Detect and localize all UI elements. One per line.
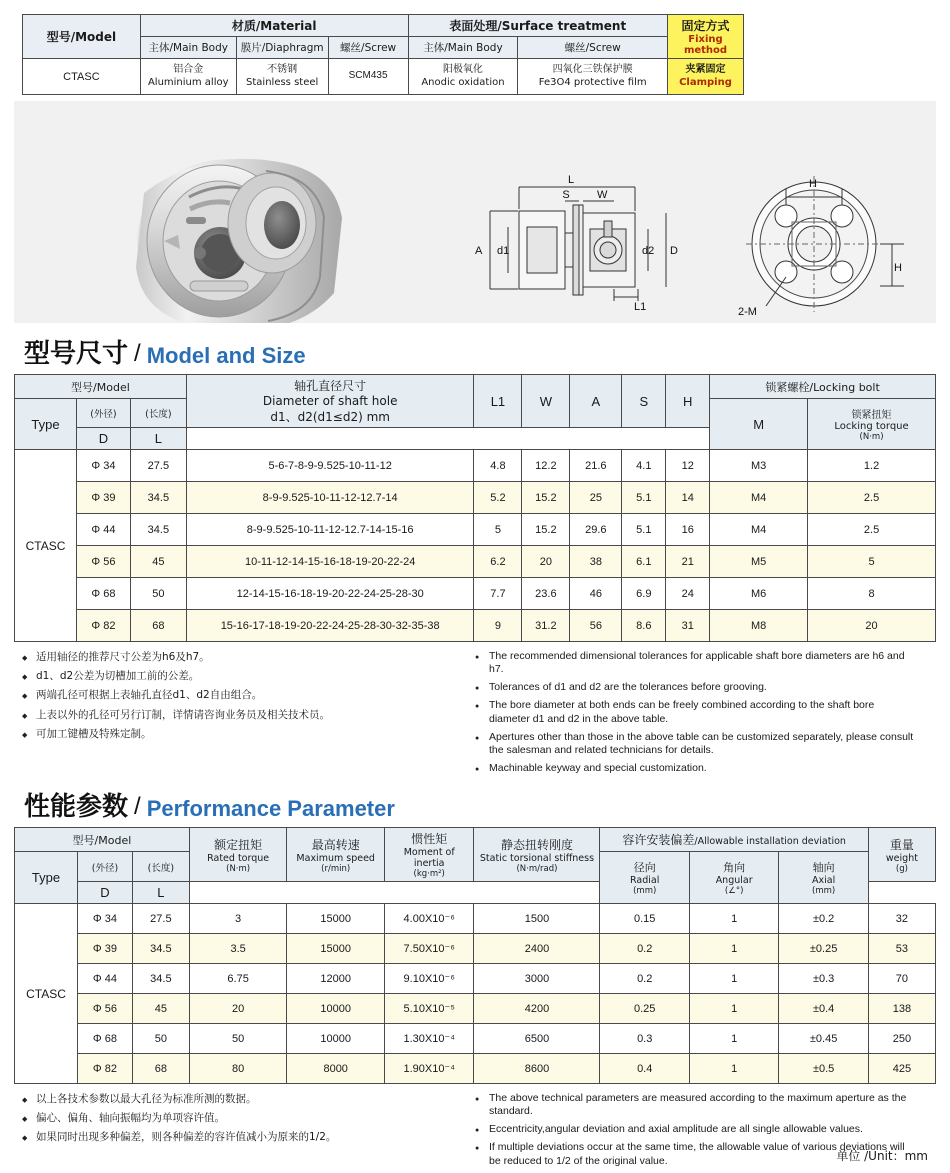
size-head-d-cn: (外径) [76,399,130,428]
perf-cell-d: Φ 68 [78,1024,133,1054]
row-mainbody-cn: 铝合金 [173,64,204,75]
axial-unit: (mm) [812,886,836,896]
row-mainbody-en: Aluminium alloy [147,76,229,88]
perf-cell-inertia: 9.10X10⁻⁶ [384,964,473,994]
material-label-en: /Material [255,19,317,33]
axial-en: Axial [812,875,836,886]
note-item: ● If multiple deviations occur at the same time, the allowable value of various deviations will be reduced to 1/2 of the original value. [475,1141,916,1167]
size-cell-a: 56 [570,610,622,642]
svg-text:W: W [597,189,608,201]
row-sscrew-en: Fe3O4 protective film [538,76,647,88]
size-head-a: A [570,375,622,428]
perf-head-rated [189,828,287,882]
perf-cell-radial: 0.2 [600,964,689,994]
perf-head-type: Type [15,852,78,904]
size-cell-w: 31.2 [522,610,570,642]
table-row [15,610,936,642]
diaphragm-en: /Diaphragm [261,42,324,54]
coupling-photo [136,159,342,323]
model-size-title-en: Model and Size [146,343,306,368]
row-diaphragm-en: Stainless steel [246,76,319,88]
perf-cell-axial: ±0.2 [779,904,868,934]
s-mainbody-en: /Main Body [444,42,503,54]
material-sub-surface-screw [518,37,668,59]
perf-cell-axial: ±0.5 [779,1054,868,1084]
size-cell-h: 12 [666,450,710,482]
material-row-main-body [140,59,236,95]
perf-cell-d: Φ 44 [78,964,133,994]
screw-en: /Screw [361,42,397,54]
perf-cell-rated: 6.75 [189,964,287,994]
size-notes-en [475,650,928,780]
size-cell-l1: 7.7 [474,578,522,610]
row-fixing-en: Clamping [671,77,740,90]
note-item: ◆ d1、d2公差为切槽加工前的公差。 [22,669,463,683]
size-cell-a: 29.6 [570,514,622,546]
size-cell-m: M4 [710,514,808,546]
size-cell-l: 34.5 [130,514,186,546]
perf-cell-radial: 0.25 [600,994,689,1024]
perf-head-model: 型号/Model [15,828,190,852]
radial-unit: (mm) [633,886,657,896]
perf-cell-radial: 0.2 [600,934,689,964]
svg-text:d2: d2 [642,245,655,257]
unit-label: 单位 /Unit：mm [836,1149,928,1163]
size-type-value: CTASC [15,450,77,642]
weight-cn: 重量 [889,837,914,852]
size-cell-h: 31 [666,610,710,642]
bore-en: Diameter of shaft hole [262,394,398,408]
size-cell-l: 34.5 [130,482,186,514]
angular-en: Angular [715,875,753,886]
size-cell-l1: 6.2 [474,546,522,578]
table-row [15,934,936,964]
size-cell-torque: 20 [808,610,936,642]
size-cell-l1: 4.8 [474,450,522,482]
model-size-title-cn: 型号尺寸 [24,339,129,369]
size-cell-l: 68 [130,610,186,642]
perf-cell-stiffness: 3000 [474,964,600,994]
size-cell-torque: 8 [808,578,936,610]
performance-table [14,827,936,1084]
note-item: ◆ 以上各技术参数以最大孔径为标准所测的数据。 [22,1092,463,1106]
perf-head-l-cn: (长度) [132,852,189,882]
svg-text:H: H [894,262,902,274]
perf-cell-axial: ±0.25 [779,934,868,964]
perf-cell-radial: 0.4 [600,1054,689,1084]
svg-text:H: H [809,178,817,190]
perf-cell-inertia: 1.30X10⁻⁴ [384,1024,473,1054]
perf-cell-axial: ±0.45 [779,1024,868,1054]
size-head-type: Type [15,399,77,450]
perf-type-value: CTASC [15,904,78,1084]
size-cell-torque: 5 [808,546,936,578]
mainbody-en: /Main Body [169,42,228,54]
size-cell-a: 46 [570,578,622,610]
table-row [15,994,936,1024]
stiff-cn: 静态扭转刚度 [500,837,573,852]
material-sub-screw [328,37,408,59]
size-cell-m: M6 [710,578,808,610]
size-cell-l: 45 [130,546,186,578]
material-row-fixing [668,59,744,95]
size-cell-bore: 8-9-9.525-10-11-12-12.7-14 [186,482,474,514]
perf-cell-weight: 138 [868,994,935,1024]
angular-cn: 角向 [723,861,746,874]
material-header-fixing [668,15,744,59]
perf-cell-axial: ±0.3 [779,964,868,994]
speed-cn: 最高转速 [311,837,360,852]
perf-cell-rated: 3 [189,904,287,934]
s-mainbody-cn: 主体 [423,42,445,54]
perf-cell-axial: ±0.4 [779,994,868,1024]
row-smainbody-cn: 阳极氧化 [442,64,483,75]
model-size-slash: / [134,340,141,367]
table-row [15,546,936,578]
perf-head-inertia [384,828,473,882]
size-cell-bore: 15-16-17-18-19-20-22-24-25-28-30-32-35-38 [186,610,474,642]
model-label-en: /Model [70,30,117,44]
perf-cell-weight: 425 [868,1054,935,1084]
size-cell-s: 4.1 [622,450,666,482]
size-cell-l: 27.5 [130,450,186,482]
table-row [15,1024,936,1054]
size-cell-w: 23.6 [522,578,570,610]
perf-cell-rated: 3.5 [189,934,287,964]
size-head-l: L [130,428,186,450]
perf-head-axial [779,852,868,904]
size-cell-s: 6.1 [622,546,666,578]
stiff-unit: (N·m/rad) [516,863,558,874]
perf-cell-radial: 0.3 [600,1024,689,1054]
perf-cell-angular: 1 [689,994,778,1024]
s-screw-en: /Screw [585,42,621,54]
weight-en: weight [885,852,918,864]
surface-label-en: /Surface treatment [497,19,627,33]
size-cell-w: 20 [522,546,570,578]
side-view-drawing [490,187,666,301]
size-cell-h: 21 [666,546,710,578]
product-illustration-band [14,101,936,323]
perf-cell-stiffness: 4200 [474,994,600,1024]
table-row [15,578,936,610]
size-cell-l1: 5 [474,514,522,546]
perf-cell-radial: 0.15 [600,904,689,934]
size-cell-s: 5.1 [622,482,666,514]
perf-head-angular [689,852,778,904]
table-row [15,450,936,482]
size-cell-s: 5.1 [622,514,666,546]
size-cell-l1: 5.2 [474,482,522,514]
perf-head-deviation [600,828,868,852]
inertia-unit: (kg·m²) [413,869,445,879]
table-row [15,1054,936,1084]
size-cell-d: Φ 39 [76,482,130,514]
note-item: ● The above technical parameters are measured according to the maximum aperture as the standard. [475,1092,916,1118]
material-table-wrapper [14,14,936,95]
size-cell-d: Φ 56 [76,546,130,578]
perf-head-weight [868,828,935,882]
perf-cell-inertia: 7.50X10⁻⁶ [384,934,473,964]
perf-cell-stiffness: 1500 [474,904,600,934]
perf-head-d-cn: (外径) [78,852,133,882]
size-head-torque [808,399,936,450]
size-cell-h: 16 [666,514,710,546]
perf-cell-l: 34.5 [132,964,189,994]
row-sscrew-cn: 四氧化三铁保护膜 [552,64,633,75]
size-cell-bore: 10-11-12-14-15-16-18-19-20-22-24 [186,546,474,578]
size-cell-bore: 8-9-9.525-10-11-12-12.7-14-15-16 [186,514,474,546]
size-cell-torque: 2.5 [808,514,936,546]
perf-cell-speed: 8000 [287,1054,385,1084]
perf-head-radial [600,852,689,904]
size-cell-d: Φ 68 [76,578,130,610]
perf-cell-d: Φ 34 [78,904,133,934]
perf-cell-weight: 70 [868,964,935,994]
perf-cell-stiffness: 2400 [474,934,600,964]
size-cell-bore: 5-6-7-8-9-9.525-10-11-12 [186,450,474,482]
size-head-m: M [710,399,808,450]
size-head-h: H [666,375,710,428]
screw-cn: 螺丝 [340,42,362,54]
performance-heading [24,786,936,823]
rated-en: Rated torque [207,852,270,864]
mainbody-cn: 主体 [148,42,170,54]
size-head-l-cn: (长度) [130,399,186,428]
performance-notes-cn [22,1092,475,1173]
material-row-model: CTASC [23,59,141,95]
size-cell-s: 8.6 [622,610,666,642]
speed-en: Maximum speed [296,852,375,864]
row-smainbody-en: Anodic oxidation [421,76,505,88]
perf-cell-rated: 80 [189,1054,287,1084]
surface-label-cn: 表面处理 [449,19,498,33]
material-table [22,14,744,95]
material-row-diaphragm [236,59,328,95]
torque-en: Locking torque [834,421,909,432]
note-item: ◆ 偏心、偏角、轴向振幅均为单项容许值。 [22,1111,463,1125]
inertia-cn: 惯性矩 [411,832,448,846]
size-cell-torque: 1.2 [808,450,936,482]
size-cell-l: 50 [130,578,186,610]
size-head-s: S [622,375,666,428]
size-cell-l1: 9 [474,610,522,642]
performance-notes-en [475,1092,928,1173]
perf-cell-inertia: 5.10X10⁻⁵ [384,994,473,1024]
material-row-surface-main-body [408,59,518,95]
radial-cn: 径向 [633,861,656,874]
illustration-svg [14,101,936,323]
size-cell-a: 21.6 [570,450,622,482]
svg-text:S: S [562,189,570,201]
material-header-material [140,15,408,37]
weight-unit: (g) [895,863,908,874]
perf-cell-inertia: 1.90X10⁻⁴ [384,1054,473,1084]
perf-cell-d: Φ 82 [78,1054,133,1084]
svg-text:d1: d1 [497,245,510,257]
perf-head-d: D [78,882,133,904]
material-sub-main-body [140,37,236,59]
perf-cell-l: 68 [132,1054,189,1084]
perf-cell-rated: 20 [189,994,287,1024]
size-cell-s: 6.9 [622,578,666,610]
size-cell-a: 38 [570,546,622,578]
perf-cell-speed: 10000 [287,994,385,1024]
speed-unit: (r/min) [321,863,351,874]
material-header-surface [408,15,667,37]
svg-text:L1: L1 [634,301,647,313]
axial-cn: 轴向 [812,861,835,874]
perf-cell-rated: 50 [189,1024,287,1054]
perf-cell-l: 34.5 [132,934,189,964]
size-cell-w: 15.2 [522,482,570,514]
perf-cell-speed: 15000 [287,904,385,934]
note-item: ● Apertures other than those in the above table can be customized separately, please consult the salesman and related technicians for details. [475,731,916,757]
perf-cell-d: Φ 56 [78,994,133,1024]
table-row [15,904,936,934]
size-head-bolt: 锁紧螺栓/Locking bolt [710,375,936,399]
stiff-en: Static torsional stiffness [479,852,595,864]
diaphragm-cn: 膜片 [240,42,262,54]
perf-cell-angular: 1 [689,1024,778,1054]
radial-en: Radial [630,875,660,886]
note-item: ◆ 如果同时出现多种偏差，则各种偏差的容许值减小为原来的1/2。 [22,1130,463,1144]
size-cell-m: M8 [710,610,808,642]
size-head-w: W [522,375,570,428]
size-cell-bore: 12-14-15-16-18-19-20-22-24-25-28-30 [186,578,474,610]
svg-text:D: D [670,245,678,257]
table-row [15,964,936,994]
note-item: ◆ 适用轴径的推荐尺寸公差为h6及h7。 [22,650,463,664]
size-head-l1: L1 [474,375,522,428]
perf-cell-stiffness: 8600 [474,1054,600,1084]
size-cell-w: 15.2 [522,514,570,546]
size-head-model: 型号/Model [15,375,187,399]
perf-cell-angular: 1 [689,904,778,934]
fixing-label-cn: 固定方式 [681,19,730,33]
material-sub-surface-main-body [408,37,518,59]
size-notes [22,650,928,780]
dev-cn: 容许安装偏差 [622,833,695,847]
performance-title-cn: 性能参数 [24,792,129,822]
svg-text:L: L [568,174,575,186]
perf-cell-angular: 1 [689,934,778,964]
performance-notes [22,1092,928,1173]
size-cell-d: Φ 34 [76,450,130,482]
bore-sub: d1、d2(d1≤d2) mm [270,410,390,424]
performance-slash: / [134,793,141,820]
angular-unit: (∠°) [724,886,744,896]
model-label-cn: 型号 [46,30,71,44]
perf-cell-angular: 1 [689,1054,778,1084]
size-cell-d: Φ 82 [76,610,130,642]
perf-head-speed [287,828,385,882]
perf-cell-speed: 10000 [287,1024,385,1054]
note-item: ● The recommended dimensional tolerances for applicable shaft bore diameters are h6 and h7. [475,650,916,676]
size-cell-h: 14 [666,482,710,514]
size-cell-m: M3 [710,450,808,482]
rated-cn: 额定扭矩 [214,837,263,852]
note-item: ● The bore diameter at both ends can be freely combined according to the shaft bore diameter d1 and d2 in the above table. [475,699,916,725]
torque-cn: 锁紧扭矩 [851,410,892,421]
s-screw-cn: 螺丝 [564,42,586,54]
material-sub-diaphragm [236,37,328,59]
inertia-en: Moment of inertia [403,847,455,869]
material-row-surface-screw [518,59,668,95]
perf-cell-weight: 53 [868,934,935,964]
size-cell-w: 12.2 [522,450,570,482]
perf-cell-weight: 32 [868,904,935,934]
material-label-cn: 材质 [231,19,256,33]
note-item: ◆ 上表以外的孔径可另行订制，详情请咨询业务员及相关技术员。 [22,708,463,722]
front-view-drawing [746,176,904,312]
perf-head-stiffness [474,828,600,882]
size-head-bore [186,375,474,428]
perf-cell-stiffness: 6500 [474,1024,600,1054]
note-item: ● Machinable keyway and special customization. [475,762,916,775]
torque-unit: (N·m) [859,432,884,442]
svg-text:A: A [475,245,483,257]
note-item: ● Tolerances of d1 and d2 are the tolerances before grooving. [475,681,916,694]
size-notes-cn [22,650,475,780]
perf-cell-l: 45 [132,994,189,1024]
perf-cell-angular: 1 [689,964,778,994]
perf-cell-speed: 15000 [287,934,385,964]
size-cell-d: Φ 44 [76,514,130,546]
table-row [15,514,936,546]
bore-cn: 轴孔直径尺寸 [294,379,367,393]
size-cell-m: M4 [710,482,808,514]
row-diaphragm-cn: 不锈钢 [267,64,298,75]
performance-title-en: Performance Parameter [146,796,395,821]
perf-cell-weight: 250 [868,1024,935,1054]
material-header-model [23,15,141,59]
perf-cell-l: 50 [132,1024,189,1054]
rated-unit: (N·m) [226,863,251,874]
size-head-d: D [76,428,130,450]
size-cell-a: 25 [570,482,622,514]
size-cell-h: 24 [666,578,710,610]
size-table [14,374,936,642]
perf-cell-inertia: 4.00X10⁻⁶ [384,904,473,934]
size-cell-m: M5 [710,546,808,578]
perf-cell-l: 27.5 [132,904,189,934]
dev-en: /Allowable installation deviation [694,836,846,847]
material-row-screw: SCM435 [328,59,408,95]
note-item: ◆ 两端孔径可根据上表轴孔直径d1、d2自由组合。 [22,688,463,702]
perf-cell-d: Φ 39 [78,934,133,964]
fixing-label-en: Fixing method [671,34,740,56]
size-cell-torque: 2.5 [808,482,936,514]
perf-head-l: L [132,882,189,904]
svg-text:2-M: 2-M [738,306,757,318]
row-fixing-cn: 夹紧固定 [685,64,726,75]
note-item: ◆ 可加工键槽及特殊定制。 [22,727,463,741]
perf-cell-speed: 12000 [287,964,385,994]
note-item: ● Eccentricity,angular deviation and axial amplitude are all single allowable values. [475,1123,916,1136]
table-row [15,482,936,514]
